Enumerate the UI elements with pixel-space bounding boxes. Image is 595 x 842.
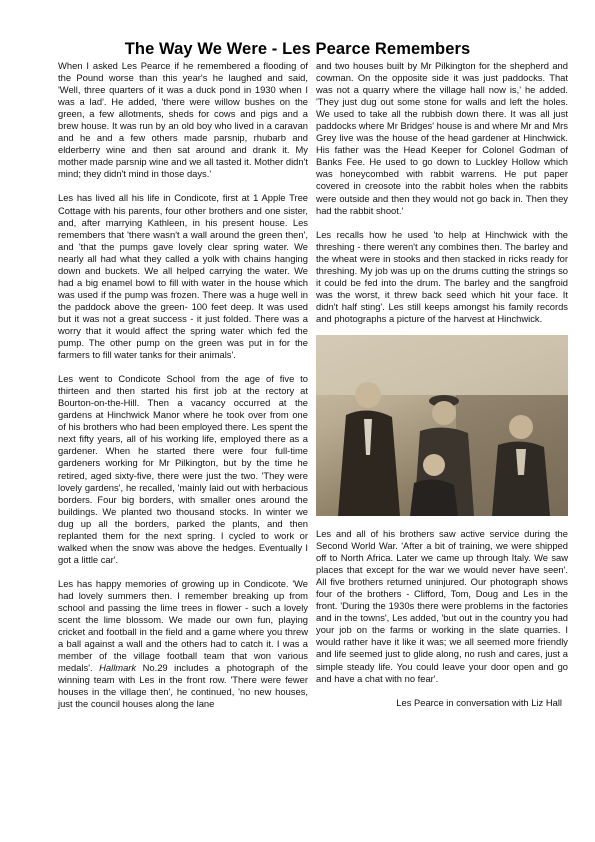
paragraph: Les recalls how he used 'to help at Hinchwick with the threshing - there weren't any combines then. The barley and the wheat were in stooks and then stacked in ricks ready for threshing. My job was up on the drums cutting the strings so it could be fed into the drum. The barley and the sangfroid was the worst, it threw back seed which hit your face. It didn't half sting'. Les still keeps amongst his family records and photographs a picture of the harvest at Hinchwick. xyxy=(316,228,568,324)
paragraph: and two houses built by Mr Pilkington for the shepherd and cowman. On the opposite side it was just paddocks. That was not a quarry where the village hall now is,' he added. 'They just dug out some stone for walls and left the holes. We used to take all the rubbish down there. It was all just paddocks where Mr Bridges' house is and where Mr and Mrs Grey live was the house of the head gardener at Hinchwick. His father was the Head Keeper for Colonel Godman of Banks Fee. He used to go down to Luckley Hollow which was honeycombed with rabbit warrens. He put paper covered in creosote into the rabbit holes when the rabbits were outside and then they would not go back in. Then they had the rabbit shoot.' xyxy=(316,60,568,216)
article-credit: Les Pearce in conversation with Liz Hall xyxy=(396,696,562,708)
brothers-photograph xyxy=(316,335,568,516)
paragraph: When I asked Les Pearce if he remembered a flooding of the Pound worse than this year's he laughed and said, 'Well, three quarters of it was a duck pond in 1930 when I was a lad'. He added, 'there were willow bushes on the green, a few allotments, sheds for cows and pigs and a brew house. It was run by an old boy who lived in a caravan and he and a few others made parsnip, rhubarb and elderberry wine and then sat around and drank it. My mother made parsnip wine and we all tasted it. Mother didn't mind; they didn't mind in those days.' xyxy=(58,60,308,180)
right-column xyxy=(316,60,568,709)
paragraph: Les has happy memories of growing up in Condicote. 'We had lovely summers then. I remember breaking up from school and passing the lime trees in flower - such a lovely scent the lime blossom. We made our own fun, playing cricket and football in the field and a game where you threw a ball against a wall and the others had to catch it. I was a member of the village football team that won various medals'. Hallmark No.29 includes a photograph of the winning team with Les in the front row. 'There were fewer houses in the village then', he continued, 'no new houses, just the council houses along the lane xyxy=(58,577,308,710)
paragraph: Les has lived all his life in Condicote, first at 1 Apple Tree Cottage with his parents, four other brothers and one sister, and, after marrying Kathleen, in his present house. Les remembers that 'there wasn't a wall around the green then', and 'that the pumps gave lovely clear spring water. We nearly all had what they called a yolk with chains hanging down and buckets. We all helped carrying the water. We had a big enamel bowl to fill with water in the house which was used if the pump was frozen. There was a huge well in the paddock above the green- 100 feet deep. It was used but it was not a great success - it just folded. There was a worry that it would affect the spring water which fed the pump. The other pump on the green was put in for the farmers to fill water tanks for their animals'. xyxy=(58,192,308,361)
article-title: The Way We Were - Les Pearce Remembers xyxy=(124,40,471,58)
photo-illustration xyxy=(316,335,568,516)
paragraph: Les went to Condicote School from the age of five to thirteen and then started his first job at the rectory at Bourton-on-the-Hill. Then a vacancy occurred at the gardens at Hinchwick Manor where he took over from one of his brothers who had been employed there. Les spent the next fifty years, all of his working life, employed there as a gardener. When he started there were four full-time gardeners working for Mr Pilkington, but by the time he retired, aged sixty-five, there were just the two. 'They were lovely gardens', he recalled, 'mainly laid out with herbacious borders. Four big borders, with smaller ones around the buildings. We planted two thousand stocks. In winter we dug up all the borders, parked the plants, and then replanted them for the next spring. I cycled to work or walked when the snow was above the hedges. Eventually I got a little car'. xyxy=(58,373,308,565)
publication-name: Hallmark xyxy=(99,662,137,674)
paragraph: Les and all of his brothers saw active service during the Second World War. 'After a bit of training, we were shipped off to North Africa. Later we came up through Italy. We saw places that except for the war we would never have seen'. All five brothers returned uninjured. Our photograph shows four of the brothers - Clifford, Tom, Doug and Les in the front. 'During the 1930s there were problems in the factories and in the towns', Les added, 'but out in the country you had your job on the farms or working in the slate quarries. I would rather have it like it was; we all seemed more friendly and life seemed just to glide along, no rush and cares, just a simple steady life. You could leave your door open and go and have a chat with no fear'. xyxy=(316,527,568,684)
left-column xyxy=(58,60,308,710)
